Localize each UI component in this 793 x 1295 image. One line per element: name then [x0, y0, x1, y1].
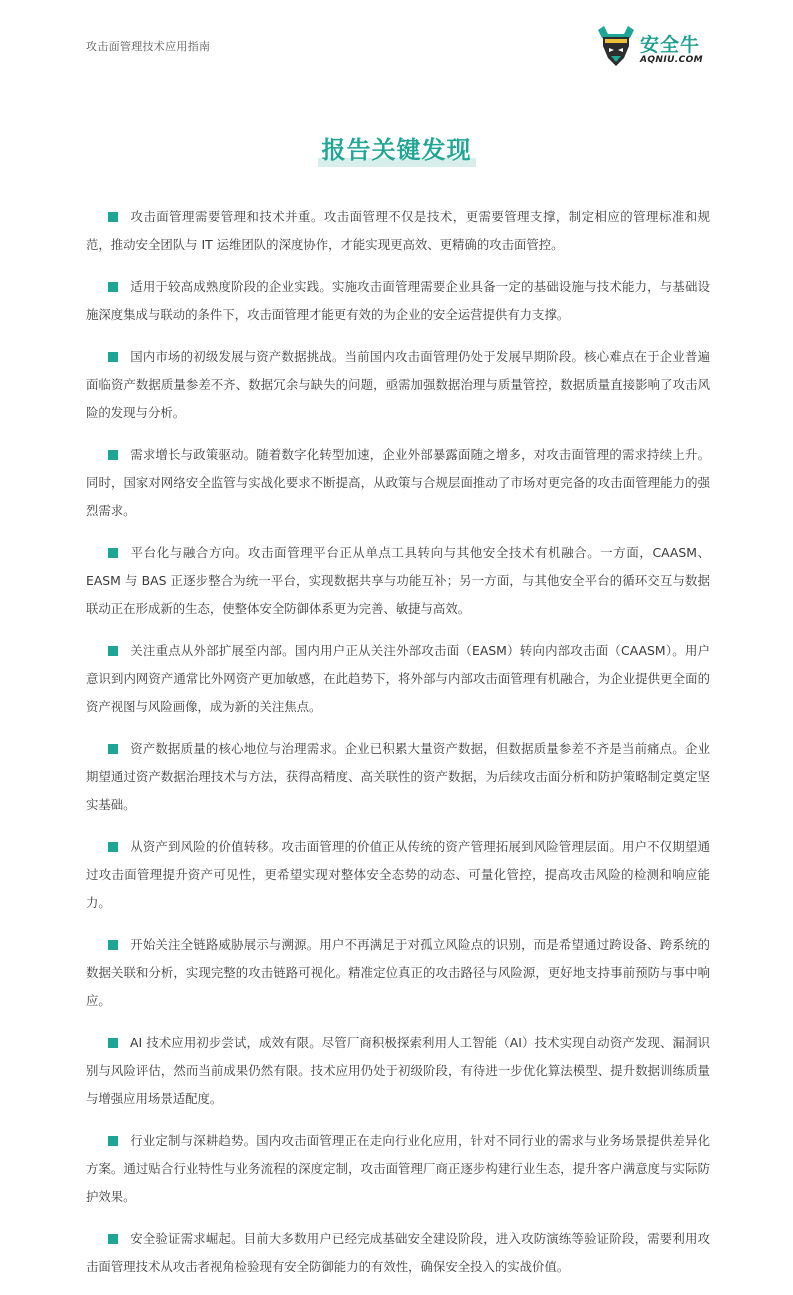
finding-item [86, 1225, 710, 1281]
page-title-text: 报告关键发现 [321, 136, 472, 164]
square-bullet-icon [108, 282, 118, 292]
finding-text: 行业定制与深耕趋势。国内攻击面管理正在走向行业化应用，针对不同行业的需求与业务场景提供差异化方案。通过贴合行业特性与业务流程的深度定制，攻击面管理厂商正逐步构建行业生态，提升客户满意度与实际防护效果。 [86, 1133, 710, 1204]
logo-chinese-text: 安全牛 [640, 34, 701, 56]
square-bullet-icon [108, 1038, 118, 1048]
square-bullet-icon [108, 744, 118, 754]
square-bullet-icon [108, 842, 118, 852]
square-bullet-icon [108, 1136, 118, 1146]
finding-text: 平台化与融合方向。攻击面管理平台正从单点工具转向与其他安全技术有机融合。一方面，CAASM、EASM 与 BAS 正逐步整合为统一平台，实现数据共享与功能互补；另一方面，与其他安全平台的循环交互与数据联动正在形成新的生态，使整体安全防御体系更为完善、敏捷与高效。 [86, 545, 710, 616]
square-bullet-icon [108, 940, 118, 950]
finding-text: AI 技术应用初步尝试，成效有限。尽管厂商积极探索利用人工智能（AI）技术实现自动资产发现、漏洞识别与风险评估，然而当前成果仍然有限。技术应用仍处于初级阶段，有待进一步优化算法模型、提升数据训练质量与增强应用场景适配度。 [86, 1035, 710, 1106]
square-bullet-icon [108, 450, 118, 460]
aqniu-logo [596, 24, 716, 72]
finding-text: 适用于较高成熟度阶段的企业实践。实施攻击面管理需要企业具备一定的基础设施与技术能力，与基础设施深度集成与联动的条件下，攻击面管理才能更有效的为企业的安全运营提供有力支撑。 [86, 279, 710, 322]
finding-item [86, 931, 710, 1015]
square-bullet-icon [108, 352, 118, 362]
square-bullet-icon [108, 548, 118, 558]
finding-item [86, 833, 710, 917]
finding-item [86, 343, 710, 427]
finding-text: 开始关注全链路威胁展示与溯源。用户不再满足于对孤立风险点的识别，而是希望通过跨设备、跨系统的数据关联和分析，实现完整的攻击链路可视化。精准定位真正的攻击路径与风险源，更好地支持事前预防与事中响应。 [86, 937, 710, 1008]
logo-english-text: AQNIU.COM [640, 55, 704, 65]
finding-text: 安全验证需求崛起。目前大多数用户已经完成基础安全建设阶段，进入攻防演练等验证阶段，需要利用攻击面管理技术从攻击者视角检验现有安全防御能力的有效性，确保安全投入的实战价值。 [86, 1231, 710, 1274]
finding-item [86, 1029, 710, 1113]
finding-text: 关注重点从外部扩展至内部。国内用户正从关注外部攻击面（EASM）转向内部攻击面（CAASM）。用户意识到内网资产通常比外网资产更加敏感，在此趋势下，将外部与内部攻击面管理有机融合，为企业提供更全面的资产视图与风险画像，成为新的关注焦点。 [86, 643, 710, 714]
square-bullet-icon [108, 212, 118, 222]
finding-item [86, 1127, 710, 1211]
finding-item [86, 735, 710, 819]
finding-item [86, 273, 710, 329]
finding-item [86, 637, 710, 721]
bull-head-icon [596, 24, 636, 70]
header-doc-title: 攻击面管理技术应用指南 [86, 40, 211, 53]
square-bullet-icon [108, 1234, 118, 1244]
finding-item [86, 441, 710, 525]
finding-text: 国内市场的初级发展与资产数据挑战。当前国内攻击面管理仍处于发展早期阶段。核心难点在于企业普遍面临资产数据质量参差不齐、数据冗余与缺失的问题，亟需加强数据治理与质量管控，数据质量直接影响了攻击风险的发现与分析。 [86, 349, 710, 420]
finding-text: 从资产到风险的价值转移。攻击面管理的价值正从传统的资产管理拓展到风险管理层面。用户不仅期望通过攻击面管理提升资产可见性，更希望实现对整体安全态势的动态、可量化管控，提高攻击风险的检测和响应能力。 [86, 839, 710, 910]
finding-item [86, 203, 710, 259]
page-title [318, 130, 476, 165]
finding-item [86, 539, 710, 623]
findings-list [86, 203, 710, 1295]
finding-text: 攻击面管理需要管理和技术并重。攻击面管理不仅是技术，更需要管理支撑，制定相应的管理标准和规范，推动安全团队与 IT 运维团队的深度协作，才能实现更高效、更精确的攻击面管控。 [86, 209, 710, 252]
finding-text: 需求增长与政策驱动。随着数字化转型加速，企业外部暴露面随之增多，对攻击面管理的需求持续上升。同时，国家对网络安全监管与实战化要求不断提高，从政策与合规层面推动了市场对更完备的攻击面管理能力的强烈需求。 [86, 447, 710, 518]
square-bullet-icon [108, 646, 118, 656]
finding-text: 资产数据质量的核心地位与治理需求。企业已积累大量资产数据，但数据质量参差不齐是当前痛点。企业期望通过资产数据治理技术与方法，获得高精度、高关联性的资产数据，为后续攻击面分析和防护策略制定奠定坚实基础。 [86, 741, 710, 812]
